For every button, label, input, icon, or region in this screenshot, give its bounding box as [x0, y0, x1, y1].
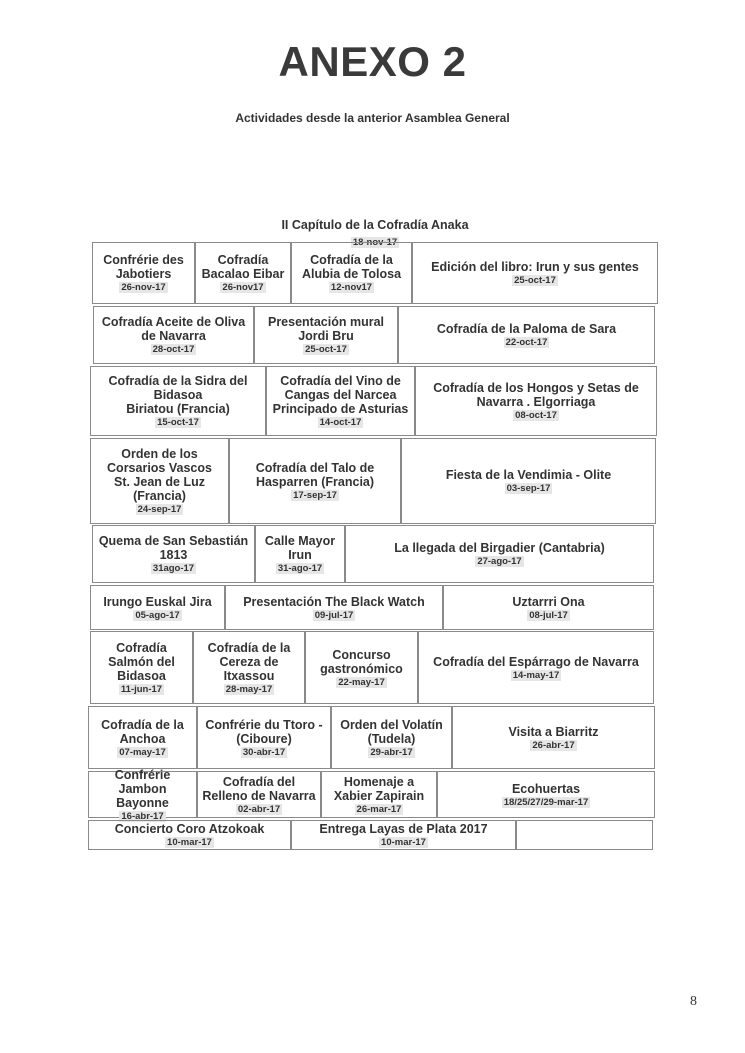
activity-name: Entrega Layas de Plata 2017: [319, 822, 488, 836]
activity-date: 28-may-17: [225, 683, 273, 695]
activity-cell: [90, 366, 266, 436]
activity-date: 16-abr-17: [121, 810, 164, 822]
activity-date: 25-oct-17: [514, 275, 556, 286]
activity-name: Visita a Biarritz: [508, 724, 599, 739]
table-row: [0, 242, 745, 304]
table-row: [0, 706, 745, 769]
activity-cell: [195, 242, 291, 304]
activity-date: 14-oct-17: [319, 417, 362, 428]
activity-name: Calle Mayor Irun: [264, 534, 336, 562]
activity-cell: [92, 525, 255, 583]
activity-date: 12-nov17: [330, 282, 373, 293]
activity-cell: [452, 706, 655, 769]
activity-date: 29-abr-17: [370, 746, 413, 758]
table-row: [0, 525, 745, 583]
activity-cell: [88, 767, 197, 822]
activity-cell: [412, 242, 658, 304]
activity-name: Orden del Volatín (Tudela): [340, 717, 443, 746]
activity-name: Fiesta de la Vendimia - Olite: [445, 468, 612, 482]
activity-date: 26-mar-17: [356, 803, 402, 815]
activity-cell: [418, 631, 654, 704]
activity-cell: [398, 306, 655, 364]
activity-name: Confrérie du Ttoro - (Ciboure): [205, 717, 323, 746]
activity-name: Concierto Coro Atzokoak: [114, 822, 265, 836]
activity-cell: [254, 306, 398, 364]
activity-name: Confrérie des Jabotiers: [103, 253, 184, 281]
activity-date: 26-nov17: [222, 282, 264, 293]
activity-date: 02-abr-17: [237, 803, 281, 815]
activity-cell: [90, 631, 193, 704]
activity-cell: [443, 585, 654, 630]
activity-name: Confrérie Jambon Bayonne: [114, 767, 171, 810]
table-row: [0, 631, 745, 704]
activity-name: Cofradía del Talo de Hasparren (Francia): [255, 461, 375, 489]
activity-cell: [291, 820, 516, 850]
activity-cell: [516, 820, 653, 850]
activity-date: 17-sep-17: [293, 490, 337, 501]
activity-date: 03-sep-17: [506, 483, 551, 494]
activity-date: 26-abr-17: [532, 739, 575, 751]
activity-name: Cofradía Salmón del Bidasoa: [108, 640, 175, 683]
activity-name: Presentación The Black Watch: [243, 594, 425, 609]
page-number: 8: [690, 994, 697, 1009]
activity-name: Irungo Euskal Jira: [103, 594, 212, 609]
activity-name: Concurso gastronómico: [320, 647, 403, 676]
activity-cell: [88, 820, 291, 850]
activity-date: 14-may-17: [512, 669, 560, 681]
activity-name: Cofradía de la Alubia de Tolosa: [301, 253, 402, 281]
table-row: [0, 767, 745, 822]
activity-name: Cofradía del Espárrago de Navarra: [433, 654, 639, 669]
header-event-name: II Capítulo de la Cofradía Anaka: [281, 218, 469, 232]
page-subtitle: Actividades desde la anterior Asamblea General: [235, 111, 510, 125]
activity-date: 30-abr-17: [242, 746, 286, 758]
table-row: [0, 585, 745, 630]
activity-cell: [331, 706, 452, 769]
activity-cell: [197, 706, 331, 769]
activity-date: 25-oct-17: [305, 344, 347, 355]
activity-cell: [401, 438, 656, 524]
activity-name: Edición del libro: Irun y sus gentes: [431, 260, 639, 274]
activity-cell: [90, 585, 225, 630]
activity-cell: [266, 366, 415, 436]
activity-cell: [93, 306, 254, 364]
activity-date: 08-oct-17: [515, 410, 557, 421]
activity-name: Cofradía de la Paloma de Sara: [436, 322, 617, 336]
activity-name: Cofradía Bacalao Eibar: [201, 253, 285, 281]
activity-cell: [229, 438, 401, 524]
activity-name: Cofradía de la Anchoa: [101, 717, 184, 746]
activity-name: Cofradía de los Hongos y Setas de Navarra . Elgorriaga: [433, 381, 639, 409]
activity-cell: [193, 631, 305, 704]
activity-cell: [197, 771, 321, 818]
activity-date: 26-nov-17: [121, 282, 166, 293]
activity-name: Uztarrri Ona: [512, 594, 585, 609]
activity-cell: [92, 242, 195, 304]
activity-name: Orden de los Corsarios Vascos St. Jean de Luz (Francia): [107, 447, 212, 503]
activity-cell: [255, 525, 345, 583]
table-row: [0, 366, 745, 436]
activity-cell: [321, 771, 437, 818]
activity-cell: [345, 525, 654, 583]
activity-name: Cofradía de la Cereza de Itxassou: [207, 640, 291, 683]
activity-cell: [437, 771, 655, 818]
activity-date: 07-may-17: [119, 746, 166, 758]
activity-cell: [305, 631, 418, 704]
activity-date: 05-ago-17: [135, 609, 180, 621]
activity-name: Cofradía del Vino de Cangas del Narcea Principado de Asturias: [272, 374, 409, 416]
activity-date: 22-may-17: [338, 676, 385, 688]
activity-date: 27-ago-17: [477, 556, 522, 567]
activity-date: 09-jul-17: [314, 609, 354, 621]
header-event-date: 18-nov-17: [352, 237, 398, 248]
activity-cell: [88, 706, 197, 769]
activity-cell: [415, 366, 657, 436]
activity-date: 10-mar-17: [167, 837, 212, 848]
activity-name: Quema de San Sebastián 1813: [98, 534, 249, 562]
activity-cell: [225, 585, 443, 630]
activity-date: 15-oct-17: [157, 417, 199, 428]
activity-cell: [90, 438, 229, 524]
activity-name: La llegada del Birgadier (Cantabria): [394, 541, 605, 555]
activity-date: 31-ago-17: [277, 563, 323, 574]
activity-name: Cofradía de la Sidra del Bidasoa Biriatou (Francia): [108, 374, 248, 416]
activity-cell: [291, 242, 412, 304]
page-title: ANEXO 2: [278, 38, 467, 85]
activity-name: Cofradía Aceite de Oliva de Navarra: [101, 315, 246, 343]
activity-name: Ecohuertas: [511, 781, 581, 796]
activity-date: 28-oct-17: [152, 344, 195, 355]
activity-date: 10-mar-17: [381, 837, 426, 848]
activity-date: 08-jul-17: [529, 609, 568, 621]
table-row: [0, 438, 745, 524]
activity-name: Presentación mural Jordi Bru: [267, 315, 384, 343]
activity-date: 18/25/27/29-mar-17: [503, 796, 589, 808]
table-row: [0, 306, 745, 364]
activity-name: Cofradía del Relleno de Navarra: [202, 774, 316, 803]
activity-date: 24-sep-17: [137, 504, 182, 515]
table-row: [0, 820, 745, 850]
activity-date: 22-oct-17: [505, 337, 548, 348]
activity-date: 11-jun-17: [120, 683, 163, 695]
activity-name: Homenaje a Xabier Zapirain: [333, 774, 425, 803]
activity-date: 31ago-17: [152, 563, 195, 574]
